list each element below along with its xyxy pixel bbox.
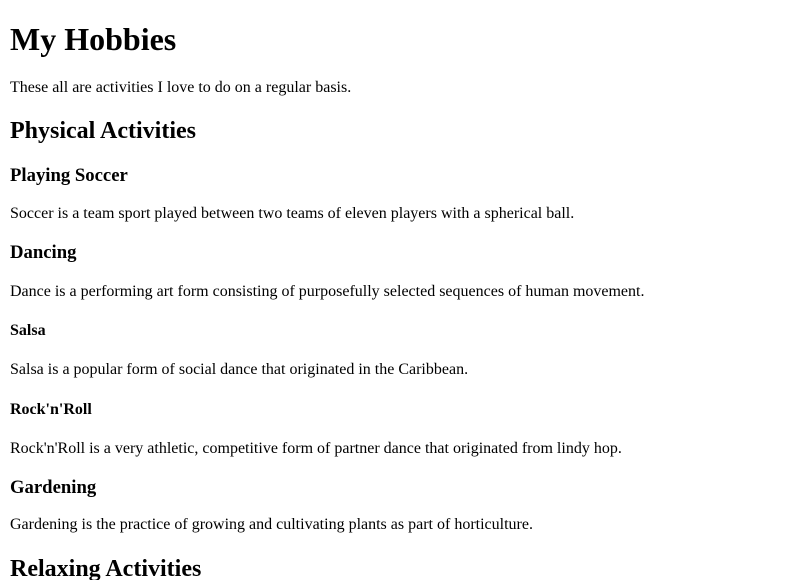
section-heading-relaxing-activities: Relaxing Activities [10,556,202,580]
subsection-heading-playing-soccer: Playing Soccer [10,165,128,186]
page-title: My Hobbies [10,21,177,57]
intro-paragraph: These all are activities I love to do on a regular basis. [10,79,352,96]
subsubsection-heading-salsa: Salsa [10,322,46,339]
subsection-heading-gardening: Gardening [10,477,97,498]
salsa-description: Salsa is a popular form of social dance that originated in the Caribbean. [10,361,469,378]
rocknroll-description: Rock'n'Roll is a very athletic, competitive form of partner dance that originated from lindy hop. [10,440,622,457]
subsection-heading-dancing: Dancing [10,242,77,263]
dancing-description: Dance is a performing art form consisting of purposefully selected sequences of human movement. [10,283,645,300]
soccer-description: Soccer is a team sport played between two teams of eleven players with a spherical ball. [10,205,575,222]
section-heading-physical-activities: Physical Activities [10,118,196,144]
gardening-description: Gardening is the practice of growing and cultivating plants as part of horticulture. [10,516,533,533]
subsubsection-heading-rocknroll: Rock'n'Roll [10,401,92,418]
